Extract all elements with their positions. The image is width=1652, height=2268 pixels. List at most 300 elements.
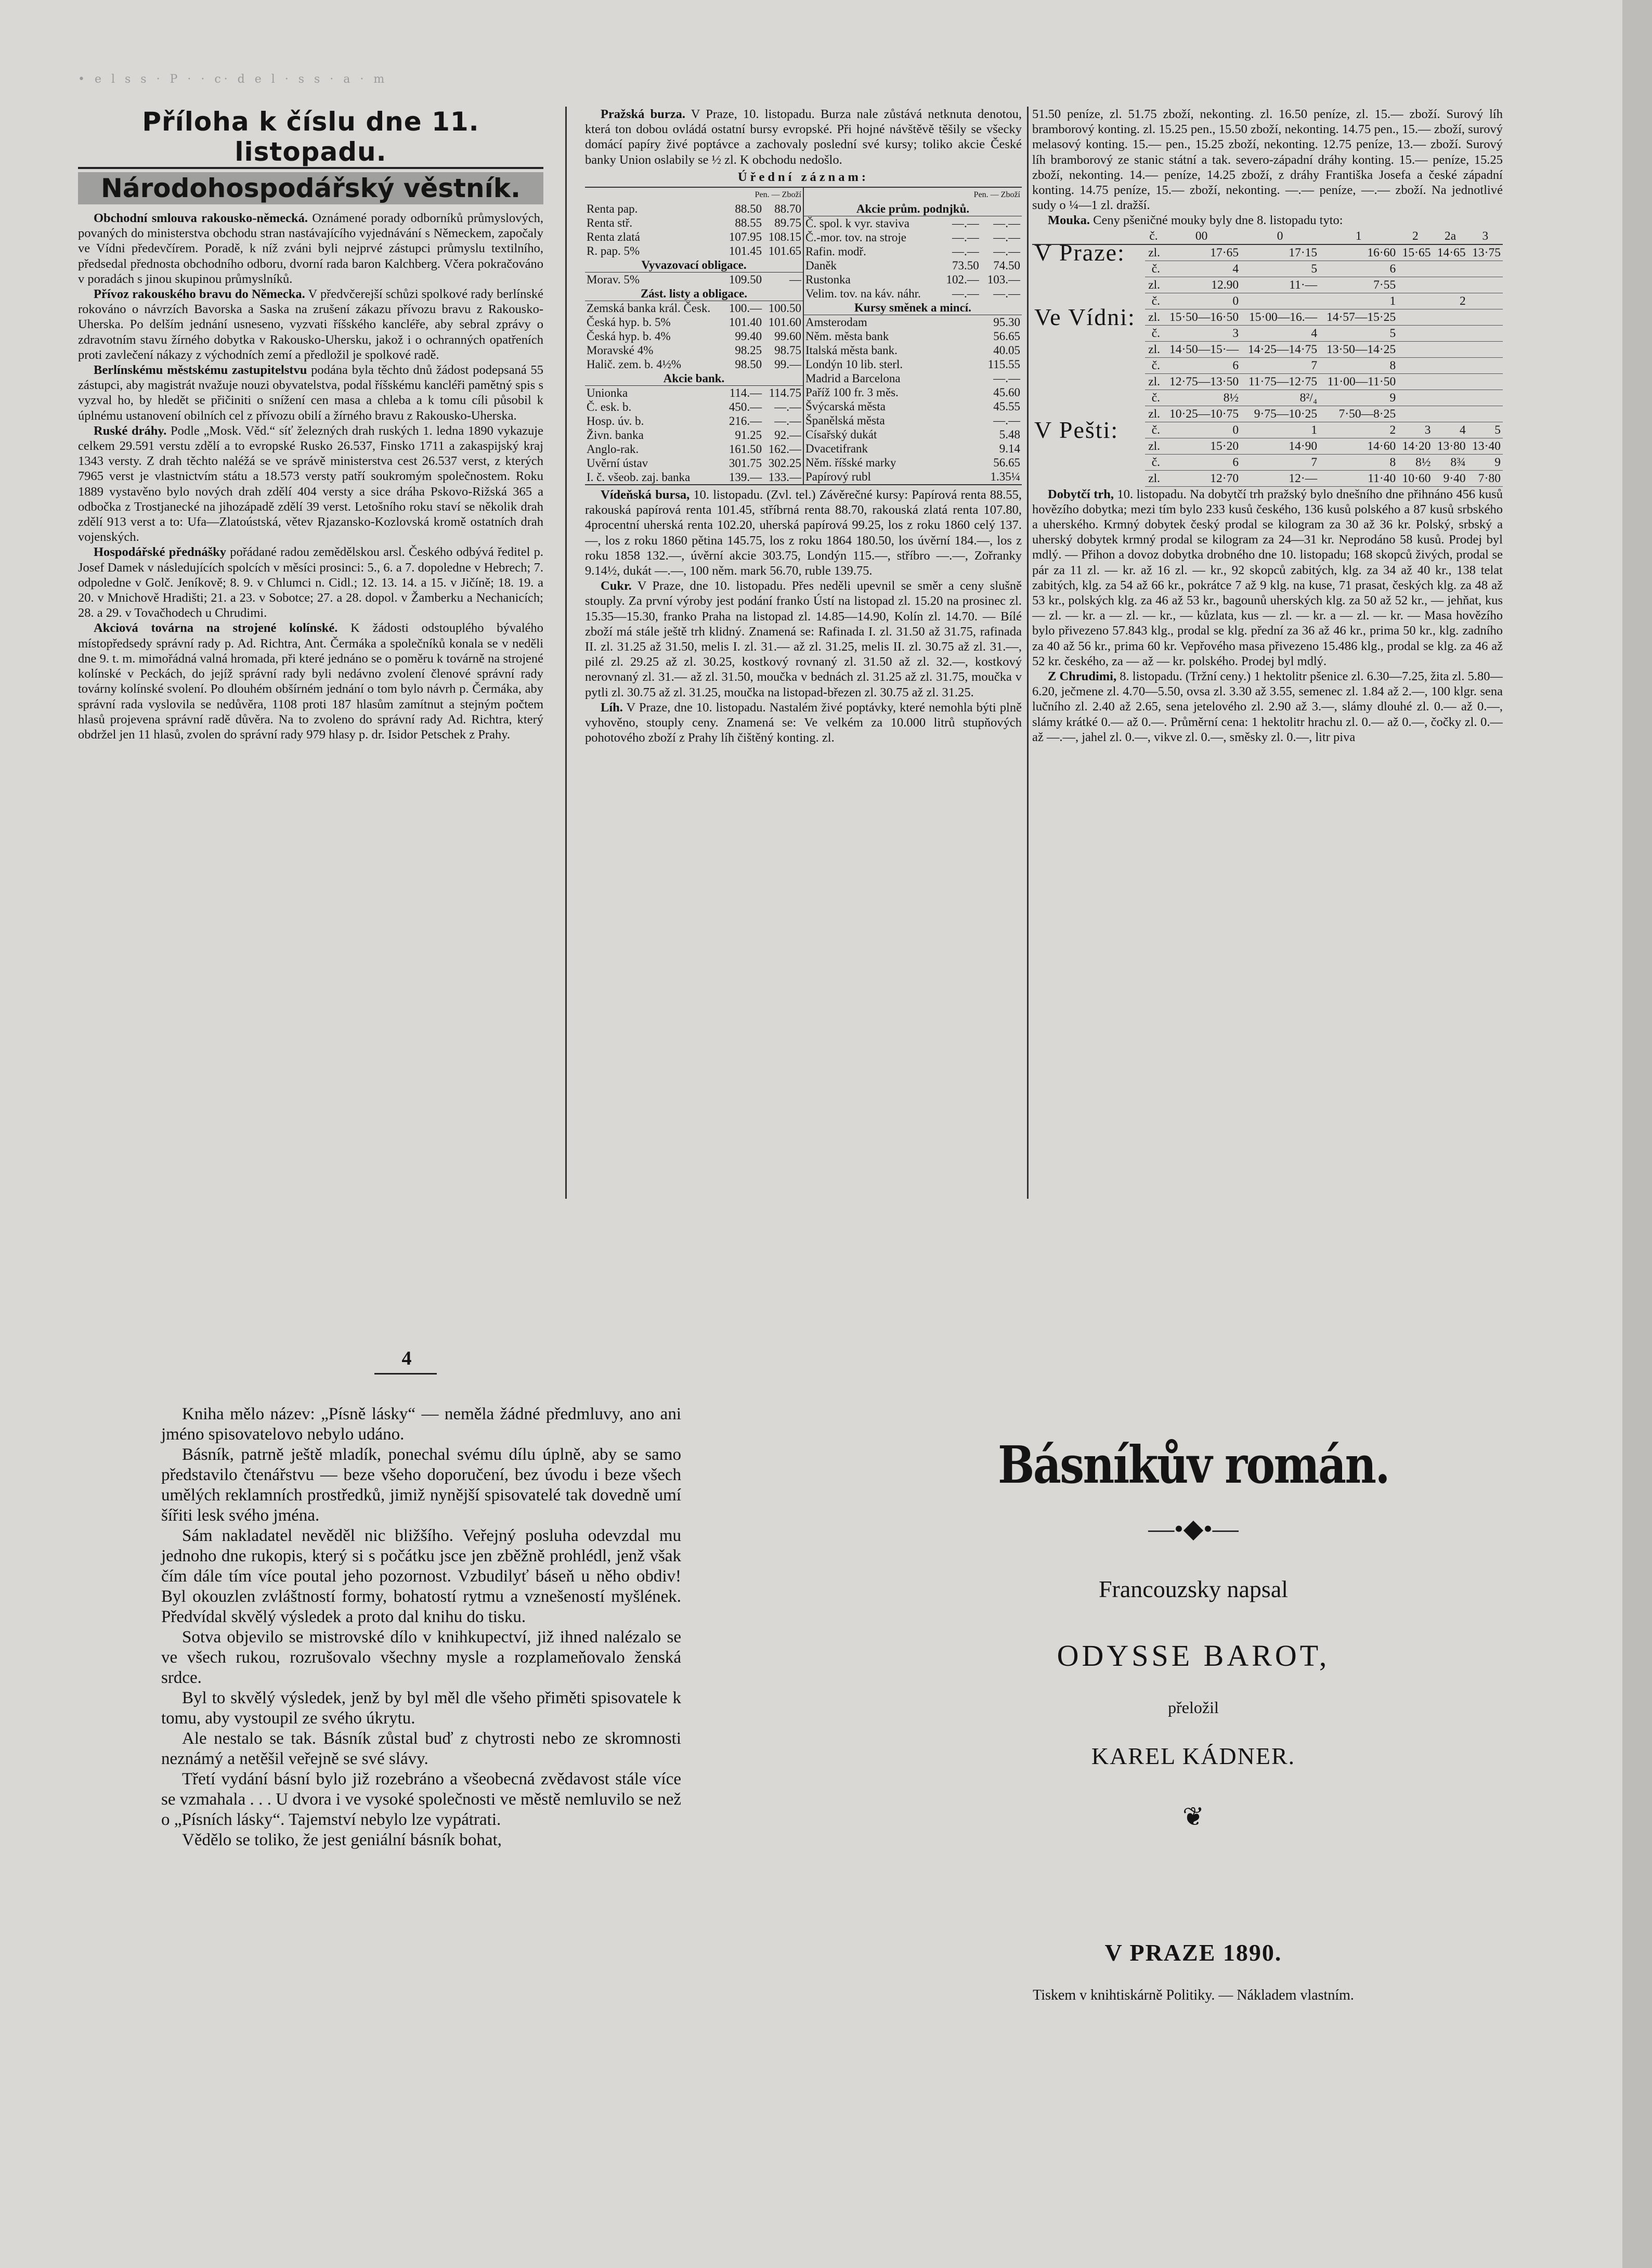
- article-lead: Berlínskému městskému zastupitelstvu: [94, 363, 307, 378]
- article-paragraph: [78, 423, 543, 545]
- quote-row: [585, 202, 803, 216]
- quote-bid: [940, 329, 981, 343]
- flour-cell: č.: [1145, 454, 1162, 470]
- flour-cell: [1433, 373, 1467, 390]
- flour-cell: 8: [1319, 454, 1398, 470]
- quote-ask: —.—: [774, 414, 801, 428]
- flour-cell: 10·60: [1398, 470, 1433, 486]
- flour-row: [1032, 277, 1503, 293]
- quote-name: Amsterodam: [805, 316, 867, 329]
- quote-name: Moravské 4%: [587, 344, 654, 357]
- flour-cell: [1468, 406, 1503, 422]
- flour-cell: 14·25—14·75: [1241, 341, 1319, 357]
- article-lead: Dobytčí trh,: [1048, 487, 1114, 501]
- quote-bid: 107.95: [729, 230, 762, 244]
- quote-name: Švýcarská města: [805, 400, 886, 413]
- article-paragraph: Vědělo se toliko, že jest geniální básník bohat,: [182, 1831, 502, 1849]
- article-paragraph: [585, 578, 1022, 700]
- quote-ask: —.—: [993, 245, 1020, 258]
- flour-grade: 0: [1241, 228, 1319, 244]
- flour-cell: 6: [1319, 261, 1398, 277]
- quote-row: [585, 315, 803, 329]
- article-text: V Praze, dne 10. listopadu. Nastalém živé poptávky, které nemohla býti plně vyhověno, stouply ceny. Znamená se: Ve velkém za 10.000 litrů stupňových pohotového zboží z Prahy líh čištěný konting. zl.: [585, 700, 1022, 745]
- quote-name: Česká hyp. b. 4%: [587, 330, 671, 343]
- flour-cell: 8: [1319, 357, 1398, 373]
- flour-cell: zl.: [1145, 373, 1162, 390]
- quote-name: Halič. zem. b. 4½%: [587, 358, 682, 371]
- quote-row: [585, 400, 803, 414]
- flour-cell: 9: [1319, 390, 1398, 406]
- quote-name: Španělská města: [805, 414, 885, 427]
- article-paragraph: Básník, patrně ještě mladík, ponechal svému dílu úplně, aby se samo představilo čtenářstvu — beze všeho doporučení, bez úvodu i beze všech umělých reklamních prostředků, jimiž nynější spisovatelé tak dovedně umí šířiti lesk svého jména.: [161, 1445, 681, 1525]
- flour-cell: 14·20: [1398, 438, 1433, 454]
- flour-cell: [1433, 357, 1467, 373]
- quote-row: [585, 456, 803, 470]
- quote-ask: —.—: [993, 231, 1020, 244]
- quote-ask: 108.15: [768, 230, 801, 244]
- quote-bid: —.—: [952, 217, 979, 230]
- quote-ask: 162.—: [768, 443, 801, 456]
- quote-ask: 99.—: [774, 358, 801, 371]
- flour-cell: [1433, 390, 1467, 406]
- flour-row: [1032, 470, 1503, 486]
- quote-ask: 100.50: [768, 302, 801, 315]
- flour-cell: 5: [1319, 325, 1398, 341]
- flour-cell: 8²/₄: [1241, 390, 1319, 406]
- blank-cell: [585, 188, 724, 202]
- flour-cell: zl.: [1145, 341, 1162, 357]
- flour-cell: [1398, 293, 1433, 309]
- quote-row: [585, 414, 803, 428]
- flour-cell: [1433, 277, 1467, 293]
- quote-ask: 1.35¼: [990, 470, 1020, 484]
- article-paragraph: [1032, 487, 1503, 669]
- flour-cell: [1468, 357, 1503, 373]
- quote-row: [585, 442, 803, 456]
- quote-ask: 56.65: [993, 330, 1020, 343]
- quote-name: Česká hyp. b. 5%: [587, 316, 671, 329]
- quote-ask: —.—: [993, 287, 1020, 301]
- flour-cell: [1398, 261, 1433, 277]
- flour-cell: č.: [1145, 325, 1162, 341]
- quote-row: [585, 273, 803, 287]
- quote-bid: 450.—: [729, 400, 762, 414]
- quote-row: [585, 301, 803, 316]
- flour-grade: 3: [1468, 228, 1503, 244]
- translator-name: KAREL KÁDNER.: [1091, 1743, 1296, 1769]
- flour-cell: 5: [1241, 261, 1319, 277]
- quote-ask: 114.75: [769, 386, 801, 400]
- article-paragraph: Kniha mělo název: „Písně lásky“ — neměla žádné předmluvy, ano ani jméno spisovatelovo nebylo udáno.: [161, 1405, 681, 1444]
- flour-cell: 0: [1162, 293, 1241, 309]
- quote-group-heading: Akcie bank.: [585, 371, 803, 386]
- flour-cell: [1398, 341, 1433, 357]
- quote-ask: 103.—: [987, 273, 1020, 287]
- article-text: K žádosti odstouplého bývalého místopředsedy správní rady p. Ad. Richtra, Ant. Čermáka a společníků konala se v neděli dne 9. t. m. mimořádná valná hromada, při které jednáno se o poměru k továrně na strojené kolínské v Peckách, do jejíž správní rady byli nedávno zvolení členové správní rady továrny kolínské svolení. Po dlouhém obšírném jednání o tom bylo návrh p. Čermáka, aby správní rada vyslovila se nedůvěra, 1108 proti 187 hlasům zamítnut a stejným počtem hlasů projevena správní radě důvěra. Na to zvoleno do správní rady Ad. Richtra, který obdržel jen 11 hlasů, zvolen do správní rady 979 hlasy p. dr. Isidor Petschek z Prahy.: [78, 621, 543, 742]
- quote-name: R. pap. 5%: [587, 244, 640, 258]
- quote-name: Renta zlatá: [587, 230, 640, 244]
- quote-row: [804, 244, 1022, 258]
- page-edge: [1622, 0, 1652, 2268]
- flour-grade: č.: [1145, 228, 1162, 244]
- quote-ask: 89.75: [774, 216, 801, 230]
- quote-row: [585, 230, 803, 244]
- flour-city: [1032, 373, 1145, 390]
- quote-bid: [940, 343, 981, 357]
- quote-ask: 45.55: [993, 400, 1020, 413]
- quote-group-heading: Kursy směnek a mincí.: [804, 301, 1022, 315]
- article-text: Podle „Mosk. Věd.“ síť železných drah ruských 1. ledna 1890 vykazuje celkem 29.591 verstu zdělí a to evropské Rusko 26.537, Finsko 1711 a zakaspijský kraj 1343 versty. Z drah těchto naléžá se ve správě ministerstva cest 26.537 verst, z kterých 7965 verst je vlastnictvím státu a 18.573 versty patří soukromým společnostem. Roku 1889 vystavěno bylo nových drah zdělí 404 versty a sice dráha Pskovo-Rižská 365 a odbočka z Trostjanecké na jihozápadě zdělí 39 verst. Letošního roku staví se několik drah zdělí 913 verst a to: Ufa—Zlatoústská, větev Rjazansko-Kozlovská kromě ostatních drah vojenských.: [78, 423, 543, 545]
- quote-name: Paříž 100 fr. 3 měs.: [805, 386, 899, 399]
- quote-bid: 98.25: [735, 344, 762, 357]
- quote-bid: 88.50: [735, 202, 762, 216]
- bleed-through-strip: • e l s s · P · · c· d e l · s s · a · m: [78, 73, 388, 86]
- quote-name: Něm. říšské marky: [805, 456, 896, 470]
- quote-row: [804, 343, 1022, 357]
- flour-grade: 1: [1319, 228, 1398, 244]
- printer-line: Tiskem v knihtiskárně Politiky. — Nákladem vlastním.: [1033, 1987, 1354, 2003]
- article-list: [78, 211, 543, 742]
- flour-cell: 13·50—14·25: [1319, 341, 1398, 357]
- flour-cell: 2: [1433, 293, 1467, 309]
- quote-bid: —.—: [952, 231, 979, 244]
- column-labels: Pen. — Zboží: [755, 190, 801, 200]
- flour-cell: [1433, 406, 1467, 422]
- quote-bid: 301.75: [729, 457, 762, 470]
- article-lead: Cukr.: [601, 579, 632, 593]
- quote-bid: [940, 442, 981, 456]
- flour-grade: 2a: [1433, 228, 1467, 244]
- flour-cell: 0: [1162, 422, 1241, 438]
- quote-row: [804, 230, 1022, 244]
- quote-row: [585, 343, 803, 357]
- flour-city: [1032, 470, 1145, 486]
- article-paragraph: [585, 487, 1022, 578]
- flour-cell: 10·25—10·75: [1162, 406, 1241, 422]
- flour-cell: [1468, 261, 1503, 277]
- flour-cell: č.: [1145, 357, 1162, 373]
- quote-name: Rafin. modř.: [805, 245, 866, 258]
- article-paragraph: Sám nakladatel nevěděl nic bližšího. Veřejný posluha odevzdal mu jednoho dne rukopis, který si s počátku jsce jen zběžně prohlédl, jenž však čím dále tím více poutal jeho pozornost. Vzbudilyť báseň u něho obdiv! Byl okouzlen zvláštností formy, bohatostí rytmu a vznešeností myšlének. Předvídal skvělý výsledek a proto dal knihu do tisku.: [161, 1526, 681, 1626]
- quote-bid: 101.40: [729, 316, 762, 329]
- quote-name: Papírový rubl: [805, 470, 871, 484]
- flour-cell: 4: [1241, 325, 1319, 341]
- flour-cell: zl.: [1145, 277, 1162, 293]
- blank-cell: [804, 188, 940, 202]
- quote-ask: —.—: [993, 372, 1020, 385]
- article-paragraph: [78, 287, 543, 362]
- quote-name: Císařský dukát: [805, 428, 877, 442]
- flour-cell: 3: [1162, 325, 1241, 341]
- flour-cell: [1433, 341, 1467, 357]
- article-text: 10. listopadu. (Zvl. tel.) Závěrečné kursy: Papírová renta 88.55, rakouská papírová renta 101.45, stříbrná renta 88.70, rakouská zlatá renta 107.80, 4procentní uherská renta 102.20, uherská papírová 99.25, los z roku 1860 celý 137.—, los z roku 1860 pětina 145.75, los z roku 1864 180.50, los úvěrní 184.—, los z roku 1858 132.—, úvěrní akcie 303.75, Londýn 115.—, stříbro —.—, Zořranky 9.14½, dukát —.—, 100 něm. mark 56.70, ruble 139.75.: [585, 488, 1022, 578]
- quote-bid: [940, 385, 981, 399]
- flour-row: [1032, 454, 1503, 470]
- translated-by-label: přeložil: [1168, 1698, 1219, 1717]
- article-lead: Přívoz rakouského bravu do Německa.: [94, 287, 305, 302]
- flour-cell: 6: [1162, 357, 1241, 373]
- flour-cell: [1398, 373, 1433, 390]
- article-text: podána byla těchto dnů žádost podepsaná 55 zástupci, aby magistrát nvažuje nouzi obyvatelstva, podal říšskému kancléři pamětný spis s vyzval ho, by hledět se přičiniti o snížení cen masa a chleba a k tomu cíli působil k úplnému ustanovení obilních cel z přívozu obilí a žírného bravu z Rakousko-Uherska.: [78, 363, 543, 423]
- flour-cell: 15·50—16·50: [1162, 309, 1241, 325]
- quote-tables: [585, 187, 1022, 485]
- flour-row: [1032, 309, 1503, 325]
- quote-row: [804, 371, 1022, 385]
- flour-cell: 12·—: [1241, 470, 1319, 486]
- flour-cell: 15·00—16.—: [1241, 309, 1319, 325]
- article-lead: Obchodní smlouva rakousko-německá.: [94, 211, 308, 225]
- flour-cell: 11·—: [1241, 277, 1319, 293]
- quote-row: [585, 357, 803, 371]
- flour-cell: [1433, 261, 1467, 277]
- flour-cell: [1468, 293, 1503, 309]
- quote-name: Daněk: [805, 259, 837, 273]
- quote-row: [804, 202, 1022, 216]
- flour-cell: [1468, 390, 1503, 406]
- quote-row: [804, 216, 1022, 231]
- quote-ask: 98.75: [774, 344, 801, 357]
- article-paragraph: [585, 700, 1022, 746]
- quote-bid: —.—: [952, 287, 979, 301]
- quote-row: [804, 357, 1022, 371]
- quote-bid: 98.50: [735, 358, 762, 371]
- flour-cell: 14·90: [1241, 438, 1319, 454]
- quote-row: [804, 413, 1022, 427]
- bourse-intro: Pražská burza. V Praze, 10. listopadu. Burza nale zůstává netknuta denotou, která ton dobou ovládá ostatní bursy evropské. Při hojné návštěvě těšily se všecky domácí papíry živé poptávce a zachovaly poslední své kursy; toliko akcie České banky Union oslabily se ½ zl. K obchodu nedošlo.: [585, 107, 1022, 167]
- column-exchange: [585, 107, 1022, 1199]
- flour-cell: 17·15: [1241, 244, 1319, 261]
- flour-cell: č.: [1145, 422, 1162, 438]
- flour-cell: [1398, 357, 1433, 373]
- flour-cell: 11·40: [1319, 470, 1398, 486]
- market-reports: [1032, 487, 1503, 745]
- quote-name: Č.-mor. tov. na stroje: [805, 231, 906, 244]
- flour-cell: 4: [1433, 422, 1467, 438]
- flour-cell: 7·80: [1468, 470, 1503, 486]
- article-text: V Praze, dne 10. listopadu. Přes neděli upevnil se směr a ceny slušně stouply. Za první výroby jest podání franko Ústí na listopad zl. 15.20 na prosinec zl. 15.35—15.30, franko Praha na listopad zl. 14.85—14.90, Kolín zl. 14.70. — Bílé zboží má stále ještě trh klidný. Znamená se: Rafinada I. zl. 31.50 až 31.75, rafinada II. zl. 31.25 až 31.50, melis I. zl. 31.— až zl. 31.25, melis II. zl. 30.75 až zl. 31.—, pilé zl. 29.25 až zl. 30.25, kostkový rovnaný zl. 31.50 až zl. 32.—, kostkový nerovnaný zl. 31.— až zl. 31.50, moučka v bednách zl. 31.25 až zl. 31.75, moučka v pytli zl. 30.75 až zl. 31.25, moučka na listopad-březen zl. 30.75 až zl. 31.25.: [585, 579, 1022, 699]
- flour-cell: 14·65: [1433, 244, 1467, 261]
- flour-city: [1032, 390, 1145, 406]
- flour-cell: [1398, 390, 1433, 406]
- flour-cell: 6: [1162, 454, 1241, 470]
- article-text: V předvčerejší schůzi spolkové rady berlínské rokováno o návrzích Bavorska a Saska na zrušení zákazu přívozu bravu z Rakousko-Uherska. Po delším jednání usneseno, vyzvati říšského kancléře, aby sebral zprávy o zdravotním stavu žírného dobytka v Rakousko-Uhersku, jakož i o ochranných opatřeních proti zavlečení nákazy z východních zemí a předložil je spolkové radě.: [78, 287, 543, 362]
- article-paragraph: [78, 362, 543, 423]
- author-name: ODYSSE BAROT,: [1057, 1639, 1330, 1673]
- quote-name: Unionka: [587, 386, 628, 400]
- quote-row: [804, 385, 1022, 399]
- flour-city: [1032, 357, 1145, 373]
- flour-city: [1032, 341, 1145, 357]
- flour-cell: [1468, 309, 1503, 325]
- quote-row: [804, 287, 1022, 301]
- quote-ask: 56.65: [993, 456, 1020, 470]
- flour-cell: [1468, 373, 1503, 390]
- quote-ask: 99.60: [774, 330, 801, 343]
- quote-group-heading: Zást. listy a obligace.: [585, 287, 803, 301]
- quote-bid: [940, 427, 981, 442]
- flour-cell: [1468, 341, 1503, 357]
- flour-city: [1032, 277, 1145, 293]
- place-year: V PRAZE 1890.: [1104, 1939, 1282, 1966]
- quote-name: Italská města bank.: [805, 344, 897, 357]
- quote-row: [585, 244, 803, 258]
- article-paragraph: [78, 620, 543, 742]
- quote-ask: 95.30: [993, 316, 1020, 329]
- quote-bid: [940, 399, 981, 413]
- article-lead: Líh.: [601, 700, 623, 715]
- flour-cell: č.: [1145, 293, 1162, 309]
- flour-row: [1032, 373, 1503, 390]
- quote-name: Anglo-rak.: [587, 443, 639, 456]
- article-paragraph: [78, 545, 543, 620]
- column-markets: [1032, 107, 1503, 1199]
- flour-cell: 17·65: [1162, 244, 1241, 261]
- article-lead: Z Chrudimi,: [1048, 669, 1117, 684]
- flour-cell: 14·57—15·25: [1319, 309, 1398, 325]
- article-text: 10. listopadu. Na dobytčí trh pražský bylo dnešního dne přihnáno 456 kusů hovězího dobytka; mezi tím bylo 233 kusů českého, 136 kusů polského a 87 kusů srbského a uherského. Krmný dobytek český prodal se kilogram za 30 až 36 kr. Polský, srbský a uherský dobytek krmný prodal se kilogram za 24—31 kr. Neprodáno 58 kusů. Prodej byl mdlý. — Přihon a dovoz dobytka drobného dne 10. listopadu; 168 skopců živých, prodal se pár za 11 zl. — kr. až 16 zl. — kr., 92 skopců zabitých, klg. za 34 až 40 kr., 138 telat zabitých, klg. za 54 až 66 kr., pokrátce 7 až 9 klg. na kuse, 71 prasat, českých klg. za 48 až 53 kr., polských klg. za 46 až 53 kr., bagounů uherských klg. za 50 až 52 kr., — jehňat, kus — zl. — kr. a — zl. — kr., — kůzlata, kus — zl. — kr. a — zl. — kr. — Masa hovězího bylo přivezeno 57.843 klg., prodal se klg. přední za 36 až 46 kr., prima 50 kr., klg. zadního za 40 až 56 kr., prima 60 kr. Vepřového masa přivezeno 15.486 klg., prodal se klg. za 46 až 52 kr. českého, za — až — kr. polského. Prodej byl mdlý.: [1032, 487, 1503, 668]
- quote-ask: 101.60: [768, 316, 801, 329]
- flour-cell: č.: [1145, 261, 1162, 277]
- flour-cell: zl.: [1145, 244, 1162, 261]
- quote-bid: [940, 413, 981, 427]
- quote-ask: —.—: [993, 414, 1020, 427]
- quote-ask: 74.50: [993, 259, 1020, 273]
- quote-bid: [940, 371, 981, 385]
- flour-city: V Pešti:: [1034, 416, 1119, 443]
- quote-ask: 133.—: [768, 471, 801, 484]
- flour-cell: [1398, 277, 1433, 293]
- flour-cell: zl.: [1145, 309, 1162, 325]
- article-paragraph: Třetí vydání básní bylo již rozebráno a všeobecná zvědavost stále více se vzmahala . . . U dvora i ve vysoké společnosti ve městě nemluvilo se než o „Písních lásky“. Tajemství nebylo lze vypátrati.: [161, 1770, 681, 1829]
- column-labels: Pen. — Zboží: [973, 190, 1020, 200]
- quote-ask: 92.—: [774, 429, 801, 442]
- column-divider: [1027, 107, 1029, 1199]
- quote-ask: —.—: [774, 400, 801, 414]
- flour-city: [1032, 454, 1145, 470]
- flour-cell: [1468, 277, 1503, 293]
- quote-name: Uvěrní ústav: [587, 457, 648, 470]
- quote-ask: 40.05: [993, 344, 1020, 357]
- flour-cell: 12·70: [1162, 470, 1241, 486]
- quote-row: [804, 315, 1022, 330]
- spirits-continued: 51.50 peníze, zl. 51.75 zboží, nekonting. zl. 16.50 peníze, zl. 15.— zboží. Surový líh bramborový konting. zl. 15.25 pen., 15.50 zboží, nekonting. 14.75 pen., 15.— zboží, surový melasový konting. 15.— pen., 15.25 zboží, nekonting. 12.75 peníze, 13.— zboží. Surový líh bramborový ze stanic státní a tak. severo-západní dráhy konting. 15.— peníze, 15.25 zboží, nekonting. 14.— peníze, 14.25 zboží, z dráhy Františka Josefa a české západní konting. 14.75 peníze, 15.— zboží, nekonting. —.— peníze, —.— zboží. Na jednotlivé sudy o ¼—1 zl. dražší.: [1032, 107, 1503, 213]
- flour-grade: 00: [1162, 228, 1241, 244]
- quote-name: Živn. banka: [587, 429, 644, 442]
- flour-cell: zl.: [1145, 438, 1162, 454]
- column-economic-news: [78, 107, 543, 1199]
- flour-cell: 1: [1241, 422, 1319, 438]
- flour-cell: 8¾: [1433, 454, 1467, 470]
- article-paragraph: [78, 211, 543, 287]
- flour-cell: 7: [1241, 454, 1319, 470]
- article-text: Oznámené porady odborníků průmyslových, povaných do ministerstva obchodu stran nastávajícího vyjednávání s Německem, započaly ve Vídni předevčírem. Poradě, k níž zváni byli nejprvé zástupci průmyslu textilního, předsedal přednosta obchodního odboru, dvorní rada baron Kalchberg. Včera pokračováno v poradách s jinou skupinou průmyslníků.: [78, 211, 543, 286]
- quote-row: [585, 329, 803, 343]
- flour-cell: zl.: [1145, 406, 1162, 422]
- book-title: Básníkův román.: [997, 1435, 1389, 1495]
- flour-cell: [1398, 309, 1433, 325]
- quote-bid: 88.55: [735, 216, 762, 230]
- flour-cell: 13·40: [1468, 438, 1503, 454]
- flour-cell: [1241, 293, 1319, 309]
- quote-bid: 216.—: [729, 414, 762, 428]
- page-number: 4: [401, 1347, 412, 1369]
- flour-cell: 15·65: [1398, 244, 1433, 261]
- quote-ask: 101.65: [768, 244, 801, 258]
- quote-row: [585, 386, 803, 400]
- official-record-heading: Úřední záznam:: [737, 170, 869, 184]
- quote-row: [804, 258, 1022, 273]
- flour-cell: 11·00—11·50: [1319, 373, 1398, 390]
- quote-row: [585, 470, 803, 484]
- flour-row: [1032, 390, 1503, 406]
- quote-name: Dvacetifrank: [805, 442, 868, 456]
- quote-name: Renta pap.: [587, 202, 638, 216]
- quote-bid: 161.50: [729, 443, 762, 456]
- flour-cell: 9: [1468, 454, 1503, 470]
- quote-row: [585, 428, 803, 442]
- quote-row: [804, 470, 1022, 484]
- quote-name: Něm. města bank: [805, 330, 889, 343]
- quote-name: Rustonka: [805, 273, 851, 287]
- article-paragraph: Byl to skvělý výsledek, jenž by byl měl dle všeho přiměti spisovatele k tomu, aby vystoupil ze svého úkrytu.: [161, 1689, 681, 1728]
- quote-bid: 73.50: [952, 259, 979, 273]
- flour-cell: 5: [1468, 422, 1503, 438]
- flour-cell: 13·80: [1433, 438, 1467, 454]
- flour-cell: 14·50—15·—: [1162, 341, 1241, 357]
- flour-cell: 3: [1398, 422, 1433, 438]
- quote-row: [585, 371, 803, 386]
- flour-cell: 7: [1241, 357, 1319, 373]
- flour-cell: 12·75—13·50: [1162, 373, 1241, 390]
- exchange-rates-table: [804, 188, 1022, 484]
- flour-cell: 9·40: [1433, 470, 1467, 486]
- article-paragraph: Sotva objevilo se mistrovské dílo v knihkupectví, již ihned nalézalo se ve všech rukou, rozrušovalo všechny mysle a rozplameňovalo ženská srdce.: [161, 1628, 681, 1687]
- flour-cell: 12.90: [1162, 277, 1241, 293]
- quote-name: Velim. tov. na káv. náhr.: [805, 287, 921, 301]
- quote-bid: 139.—: [729, 471, 762, 484]
- flour-cell: 11·75—12·75: [1241, 373, 1319, 390]
- quote-ask: 115.55: [987, 358, 1020, 371]
- quote-ask: —: [789, 273, 801, 287]
- quote-bid: 99.40: [735, 330, 762, 343]
- quote-row: [804, 427, 1022, 442]
- quote-table-right: [804, 188, 1022, 484]
- flour-cell: 15·20: [1162, 438, 1241, 454]
- flour-cell: 9·75—10·25: [1241, 406, 1319, 422]
- flour-cell: 7·55: [1319, 277, 1398, 293]
- article-text: pořádané radou zemědělskou arsl. Českého odbývá ředitel p. Josef Damek v následujících spolcích v měsíci prosinci: 5., 6. a 7. dopoledne v Hebrech; 7. odpoledne v Golč. Jeníkově; 8. 9. v Chlumci n. Cidl.; 12. 13. 14. a 15. v Jičíně; 18. 19. a 20. v Mnichově Hradišti; 21. a 23. v Sobotce; 27. a 28. dopol. v Žamberku a Nechanicích; 28. a 29. v Tovačhodech u Chrudimi.: [78, 545, 543, 620]
- flour-row: [1032, 244, 1503, 261]
- quote-subheader: [585, 188, 803, 202]
- flour-cell: 4: [1162, 261, 1241, 277]
- article-lead: Hospodářské přednášky: [94, 545, 226, 560]
- quote-bid: [940, 470, 981, 484]
- quote-bid: 114.—: [729, 386, 762, 400]
- article-paragraph: [1032, 669, 1503, 745]
- quote-row: [804, 456, 1022, 470]
- flour-city: Ve Vídni:: [1034, 303, 1136, 330]
- ornament-bottom: ❦: [1182, 1802, 1204, 1831]
- quote-name: Londýn 10 lib. sterl.: [805, 358, 903, 371]
- quote-name: Zemská banka král. Česk.: [587, 302, 711, 315]
- quote-bid: —.—: [952, 245, 979, 258]
- flour-row: [1032, 341, 1503, 357]
- quote-subheader: [804, 188, 1022, 202]
- quote-row: [804, 273, 1022, 287]
- quote-ask: —.—: [993, 217, 1020, 230]
- quote-bid: 91.25: [735, 429, 762, 442]
- quote-row: [585, 216, 803, 230]
